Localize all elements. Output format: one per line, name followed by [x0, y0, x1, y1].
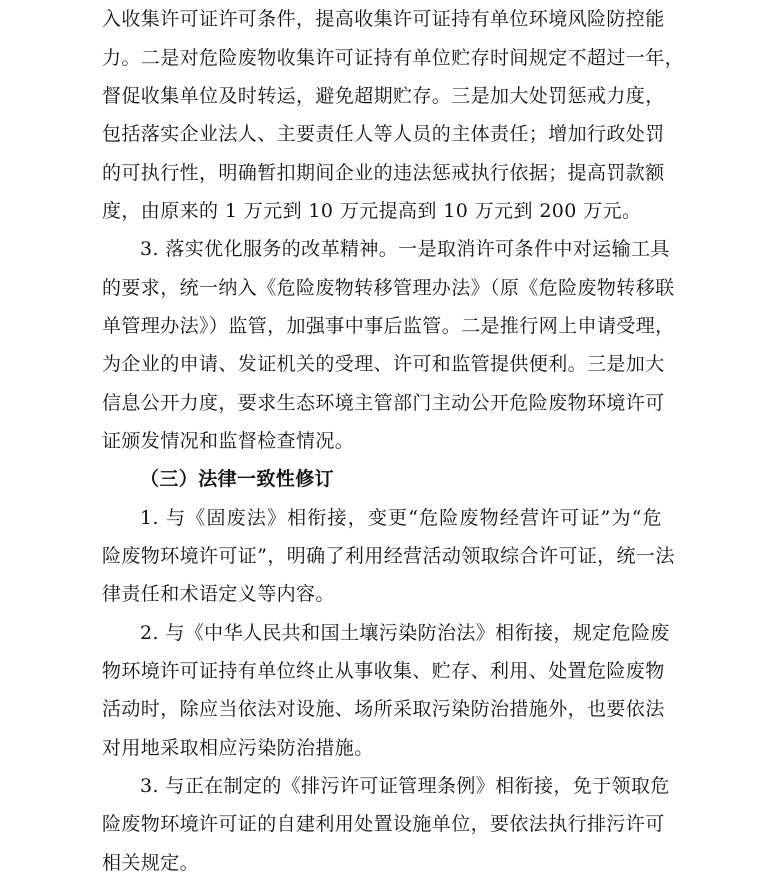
text-line-content: 单管理办法》）监管，加强事中事后监管。二是推行网上申请受理， — [102, 315, 675, 337]
text-line-17 — [0, 614, 765, 652]
text-line-content: 相关规定。 — [102, 852, 200, 874]
text-line-1 — [0, 0, 765, 38]
text-line-19 — [0, 690, 765, 728]
text-line-22 — [0, 805, 765, 843]
text-line-20 — [0, 729, 765, 767]
text-line-content: 度，由原来的 1 万元到 10 万元提高到 10 万元到 200 万元。 — [102, 200, 642, 222]
text-line-content: 险废物环境许可证”，明确了利用经营活动领取综合许可证，统一法 — [102, 545, 675, 567]
text-line-content: 对用地采取相应污染防治措施。 — [102, 737, 374, 759]
text-line-15 — [0, 537, 765, 575]
section-heading-text: （三）法律一致性修订 — [140, 468, 335, 490]
text-line-content: 3. 落实优化服务的改革精神。一是取消许可条件中对运输工具 — [140, 238, 670, 260]
text-line-content: 1. 与《固废法》相衔接，变更“危险废物经营许可证”为“危 — [140, 507, 662, 529]
text-line-18 — [0, 652, 765, 690]
text-line-content: 3. 与正在制定的《排污许可证管理条例》相衔接，免于领取危 — [140, 775, 670, 797]
text-line-11 — [0, 384, 765, 422]
text-line-7 — [0, 230, 765, 268]
text-line-2 — [0, 39, 765, 77]
text-line-12 — [0, 422, 765, 460]
text-line-4 — [0, 115, 765, 153]
text-line-content: 的要求，统一纳入《危险废物转移管理办法》（原《危险废物转移联 — [102, 277, 675, 299]
text-line-14 — [0, 499, 765, 537]
section-heading — [0, 460, 765, 498]
text-line-10 — [0, 345, 765, 383]
text-line-3 — [0, 77, 765, 115]
text-line-8 — [0, 269, 765, 307]
text-line-content: 物环境许可证持有单位终止从事收集、贮存、利用、处置危险废物 — [102, 660, 665, 682]
text-line-content: 2. 与《中华人民共和国土壤污染防治法》相衔接，规定危险废 — [140, 622, 670, 644]
text-line-content: 督促收集单位及时转运，避免超期贮存。三是加大处罚惩戒力度， — [102, 85, 665, 107]
text-line-23 — [0, 844, 765, 882]
text-line-9 — [0, 307, 765, 345]
text-line-content: 的可执行性，明确暂扣期间企业的违法惩戒执行依据；提高罚款额 — [102, 162, 665, 184]
text-line-content: 为企业的申请、发证机关的受理、许可和监管提供便利。三是加大 — [102, 353, 665, 375]
text-line-content: 信息公开力度，要求生态环境主管部门主动公开危险废物环境许可 — [102, 392, 665, 414]
text-line-content: 包括落实企业法人、主要责任人等人员的主体责任；增加行政处罚 — [102, 123, 665, 145]
text-line-content: 险废物环境许可证的自建利用处置设施单位，要依法执行排污许可 — [102, 813, 665, 835]
text-line-21 — [0, 767, 765, 805]
text-line-content: 活动时，除应当依法对设施、场所采取污染防治措施外，也要依法 — [102, 698, 665, 720]
text-line-5 — [0, 154, 765, 192]
text-line-content: 入收集许可证许可条件，提高收集许可证持有单位环境风险防控能 — [102, 8, 665, 30]
text-line-content: 力。二是对危险废物收集许可证持有单位贮存时间规定不超过一年， — [102, 47, 685, 69]
text-line-16 — [0, 575, 765, 613]
text-line-content: 律责任和术语定义等内容。 — [102, 583, 335, 605]
text-line-6 — [0, 192, 765, 230]
text-line-content: 证颁发情况和监督检查情况。 — [102, 430, 355, 452]
